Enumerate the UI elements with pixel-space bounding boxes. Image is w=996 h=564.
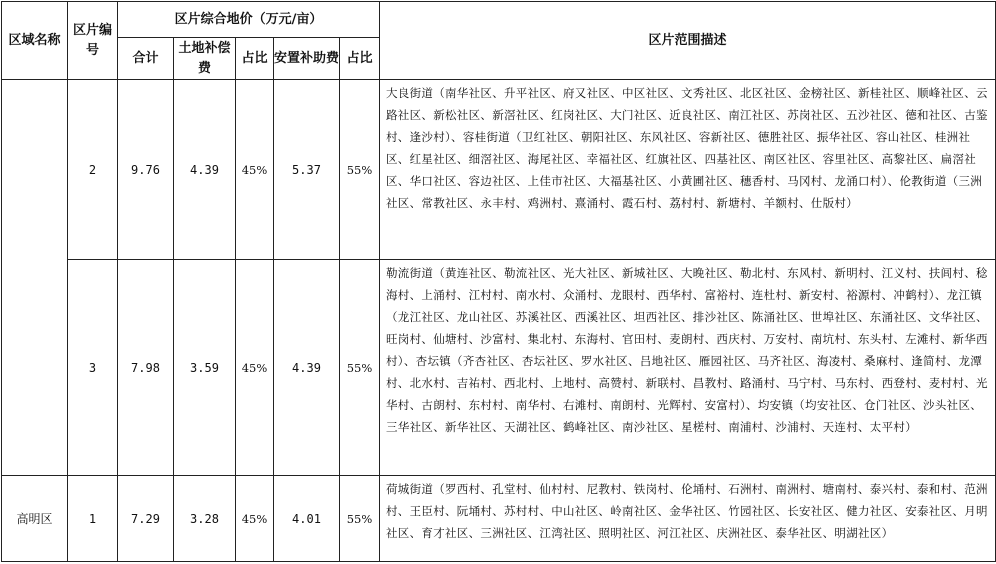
region-cell: 高明区 [2, 476, 68, 562]
ratio2-cell: 55% [340, 260, 380, 476]
region-cell [2, 80, 68, 476]
land-price-table [1, 1, 996, 562]
header-desc: 区片范围描述 [380, 2, 996, 80]
header-ratio2: 占比 [340, 38, 380, 80]
land-comp-cell: 3.59 [174, 260, 236, 476]
zone-no-cell: 2 [68, 80, 118, 260]
total-cell: 9.76 [118, 80, 174, 260]
zone-no-cell: 1 [68, 476, 118, 562]
header-ratio1: 占比 [236, 38, 274, 80]
table-row [2, 476, 996, 562]
desc-cell: 荷城街道（罗西村、孔堂村、仙村村、尼教村、铁岗村、伦埇村、石洲村、南洲村、塘南村、泰兴村、泰和村、范洲村、王臣村、阮埇村、苏村村、中山社区、岭南社区、金华社区、竹园社区、长安社区、健力社区、安泰社区、月明社区、育才社区、三洲社区、江湾社区、照明社区、河江社区、庆洲社区、泰华社区、明湖社区） [380, 476, 996, 562]
ratio1-cell: 45% [236, 80, 274, 260]
ratio2-cell: 55% [340, 80, 380, 260]
header-total: 合计 [118, 38, 174, 80]
resettle-cell: 5.37 [274, 80, 340, 260]
desc-cell: 勒流街道（黄连社区、勒流社区、光大社区、新城社区、大晚社区、勒北村、东风村、新明村、江义村、扶闾村、稔海村、上涌村、江村村、南水村、众涌村、龙眼村、西华村、富裕村、连杜村、新安村、裕源村、冲鹤村）、龙江镇（龙江社区、龙山社区、苏溪社区、西溪社区、坦西社区、排沙社区、陈涌社区、世埠社区、东涌社区、文华社区、旺岗村、仙塘村、沙富村、集北村、东海村、官田村、麦朗村、西庆村、万安村、南坑村、东头村、左滩村、新华西村）、杏坛镇（齐杏社区、杏坛社区、罗水社区、吕地社区、雁园社区、马齐社区、海凌村、桑麻村、逢简村、龙潭村、北水村、吉祐村、西北村、上地村、高赞村、新联村、昌教村、路涌村、马宁村、马东村、西登村、麦村村、光华村、古朗村、东村村、南华村、右滩村、南朗村、光辉村、安富村）、均安镇（均安社区、仓门社区、沙头社区、三华社区、新华社区、天湖社区、鹤峰社区、南沙社区、星槎村、南浦村、沙浦村、天连村、太平村） [380, 260, 996, 476]
header-zone-no: 区片编号 [68, 2, 118, 80]
total-cell: 7.98 [118, 260, 174, 476]
table-row [2, 80, 996, 260]
header-region-name: 区域名称 [2, 2, 68, 80]
resettle-cell: 4.01 [274, 476, 340, 562]
zone-no-cell: 3 [68, 260, 118, 476]
header-resettle-sub: 安置补助费 [274, 38, 340, 80]
table-row [2, 260, 996, 476]
header-land-comp: 土地补偿费 [174, 38, 236, 80]
resettle-cell: 4.39 [274, 260, 340, 476]
total-cell: 7.29 [118, 476, 174, 562]
ratio2-cell: 55% [340, 476, 380, 562]
header-price-group: 区片综合地价（万元/亩） [118, 2, 380, 38]
desc-cell: 大良街道（南华社区、升平社区、府又社区、中区社区、文秀社区、北区社区、金榜社区、新桂社区、顺峰社区、云路社区、新松社区、新滘社区、红岗社区、大门社区、近良社区、南江社区、苏岗社区、五沙社区、德和社区、古鉴村、逢沙村）、容桂街道（卫红社区、朝阳社区、东风社区、容新社区、德胜社区、振华社区、容山社区、桂洲社区、红星社区、细滘社区、海尾社区、幸福社区、红旗社区、四基社区、南区社区、容里社区、高黎社区、扁滘社区、华口社区、容边社区、上佳市社区、大福基社区、小黄圃社区、穗香村、马冈村、龙涌口村）、伦教街道（三洲社区、常教社区、永丰村、鸡洲村、熹涌村、霞石村、荔村村、新塘村、羊额村、仕版村） [380, 80, 996, 260]
ratio1-cell: 45% [236, 476, 274, 562]
land-comp-cell: 3.28 [174, 476, 236, 562]
ratio1-cell: 45% [236, 260, 274, 476]
land-comp-cell: 4.39 [174, 80, 236, 260]
